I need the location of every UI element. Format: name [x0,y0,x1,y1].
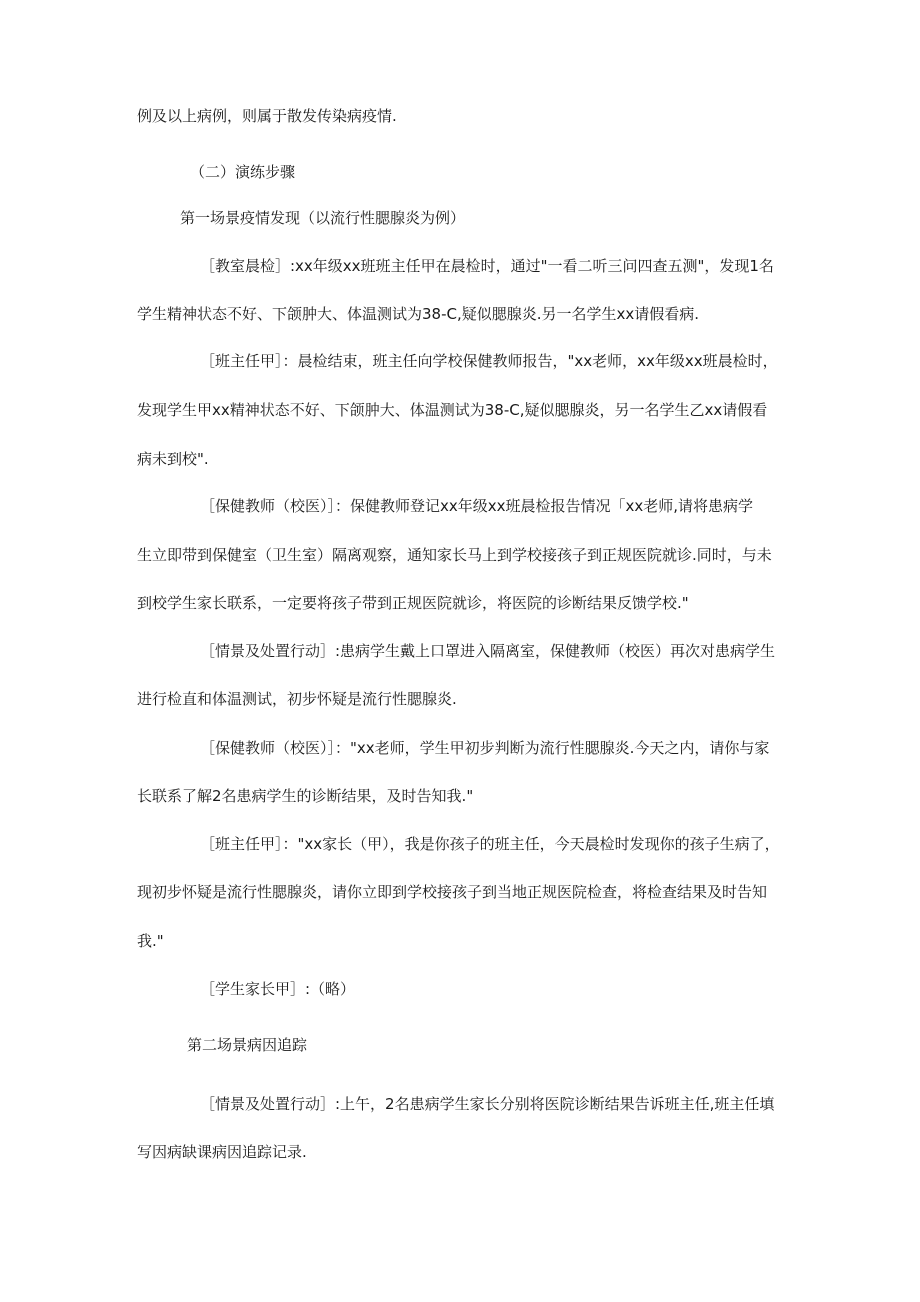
paragraph-line-8: 病未到校". [137,450,209,468]
paragraph-line-17: 现初步怀疑是流行性腮腺炎，请你立即到学校接孩子到当地正规医院检查，将检查结果及时告知 [137,883,768,901]
paragraph-line-18: 我." [137,932,164,950]
paragraph-line-1: 例及以上病例，则属于散发传染病疫情. [137,107,397,125]
paragraph-line-14: ［保健教师（校医）］："xx老师，学生甲初步判断为流行性腮腺炎.今天之内，请你与家 [200,739,770,757]
paragraph-line-10: 生立即带到保健室（卫生室）隔离观察，通知家长马上到学校接孩子到正规医院就诊.同时，与未 [137,546,772,564]
paragraph-line-22: 写因病缺课病因追踪记录. [137,1143,307,1161]
scene-heading-1: 第一场景疫情发现（以流行性腮腺炎为例） [180,209,466,227]
paragraph-line-16: ［班主任甲］："xx家长（甲），我是你孩子的班主任，今天晨检时发现你的孩子生病了， [200,835,780,853]
paragraph-line-6: ［班主任甲］：晨检结束，班主任向学校保健教师报告，"xx老师，xx年级xx班晨检时， [200,352,778,370]
paragraph-line-4: ［教室晨检］:xx年级xx班班主任甲在晨检时，通过"一看二听三问四查五测"，发现1名 [200,257,774,275]
paragraph-line-5: 学生精神状态不好、下颌肿大、体温测试为38-C,疑似腮腺炎.另一名学生xx请假看病. [137,305,700,323]
paragraph-line-9: ［保健教师（校医）］：保健教师登记xx年级xx班晨检报告情况「xx老师,请将患病学 [200,497,754,515]
section-heading-drill-steps: （二）演练步骤 [190,163,296,181]
paragraph-line-15: 长联系了解2名患病学生的诊断结果，及时告知我." [137,787,474,805]
paragraph-line-21: ［情景及处置行动］:上午，2名患病学生家长分别将医院诊断结果告诉班主任,班主任填 [200,1095,775,1113]
paragraph-line-12: ［情景及处置行动］:患病学生戴上口罩进入隔离室，保健教师（校医）再次对患病学生 [200,642,776,660]
paragraph-line-7: 发现学生甲xx精神状态不好、下颌肿大、体温测试为38-C,疑似腮腺炎，另一名学生乙xx请假看 [137,401,768,419]
paragraph-line-19: ［学生家长甲］:（略） [200,980,356,998]
paragraph-line-13: 进行检直和体温测试，初步怀疑是流行性腮腺炎. [137,690,457,708]
paragraph-line-11: 到校学生家长联系，一定要将孩子带到正规医院就诊，将医院的诊断结果反馈学校." [137,594,689,612]
scene-heading-2: 第二场景病因追踪 [187,1036,308,1054]
